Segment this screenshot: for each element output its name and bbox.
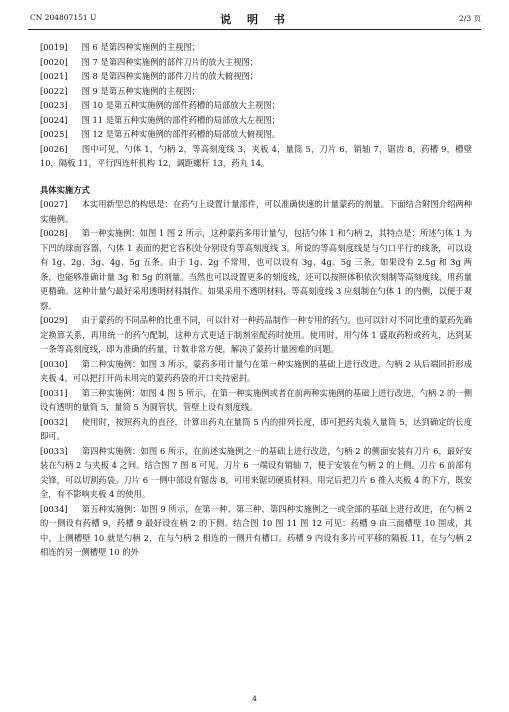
paragraph [40, 69, 472, 84]
paragraph-number: [0020] [40, 56, 68, 67]
section-heading: 具体实施方式 [40, 184, 90, 195]
page-header [30, 13, 481, 27]
paragraph-text: 本实用新型总的构思是：在药勺上设置计量部件，可以准确快速的计量蒙药的剂量。下面结合附图介绍两种实施例。 [40, 199, 472, 224]
paragraph [40, 98, 472, 113]
paragraph [40, 357, 472, 386]
paragraph-text: 第四种实施例：如图 6 所示，在前述实施例之一的基础上进行改进，勺柄 2 的侧面安装有刀片 6，最好安装在勺柄 2 与夹板 4 之间。结合图 7 图 8 可见，刀片 6 一端设有销轴 7，便于安装在勺柄 2 的上侧。刀片 6 前部有尖锋，可以切割药袋。刀片 6 一侧中部设有锯齿 8，可用来锯切硬质材料。用完后把刀片 6 推入夹板 4 的下方，既安全，有不影响夹板 4 的使用。 [40, 445, 472, 499]
paragraph [40, 127, 472, 142]
paragraph-text: 由于蒙药的不同品种的比重不同，可以针对一种药品制作一种专用的药勺。也可以针对不同比重的蒙药先确定换算关系，再用统一的药勺配制，这种方式更适于制剂室配药时使用。使用时，用勺体 1 盛取药粉或药丸，达到某一条等高刻度线，即为准确的药量，计数非常方便，解决了蒙药计量困难的问题。 [40, 315, 472, 354]
paragraph-text: 图中可见，勺体 1，勺柄 2，等高刻度线 3，夹板 4，量筒 5，刀片 6，销轴 7，锯齿 8，药槽 9，槽壁 10，隔板 11，平行四连杆机构 12，调距螺杆 13，药丸 14。 [40, 143, 472, 168]
paragraph-text: 图 7 是第四种实施例的部件刀片的放大主视图； [81, 56, 259, 67]
paragraph-text: 图 12 是第五种实施例的部件药槽的局部放大俯视图。 [81, 129, 280, 139]
paragraph-text: 使用时，按照药丸的直径，计算出药丸在量筒 5 内的排列长度，即可把药丸装入量筒 5，达到确定的长度即可。 [40, 416, 472, 441]
paragraph-text: 第五种实施例：如图 9 所示，在第一种、第三种、第四种实施例之一或全部的基础上进行改进，在勺柄 2 的一侧设有药槽 9，药槽 9 最好设在柄 2 的下侧。结合图 10 图 11 图 12 可见：药槽 9 由三面槽壁 10 围成，其中，上侧槽壁 10 就是勺柄 2，在与勺柄 2 相连的一侧开有槽口。药槽 9 内设有多片可平移的隔板 11，在与勺柄 2 相连的另一侧槽壁 10 的外 [40, 503, 472, 557]
paragraph-number: [0031] [40, 387, 68, 398]
paragraph-text: 第三种实施例：如图 4 图 5 所示，在第一种实施例或者在前两种实施例的基础上进行改进，勺柄 2 的一侧设有透明的量筒 5，量筒 5 为圆管状，管壁上设有刻度线。 [40, 387, 472, 412]
paragraph-text: 图 10 是第五种实施例的部件药槽的局部放大主视图； [81, 100, 280, 110]
paragraph-number: [0034] [40, 503, 68, 514]
figure-list [40, 40, 472, 171]
paragraph [40, 197, 472, 226]
paragraph [40, 142, 472, 171]
paragraph-text: 图 6 是第四种实施例的主视图； [81, 42, 201, 52]
paragraph [40, 386, 472, 415]
paragraph [40, 113, 472, 128]
paragraph-number: [0022] [40, 85, 68, 96]
document-body [40, 40, 472, 560]
header-rule [28, 29, 481, 30]
paragraph-number: [0029] [40, 315, 68, 325]
page-of: 2/3 页 [459, 14, 481, 23]
paragraph [40, 226, 472, 313]
paragraph [40, 313, 472, 357]
embodiment-text [40, 197, 472, 560]
paragraph [40, 55, 472, 70]
paragraph-number: [0033] [40, 445, 68, 456]
paragraph-number: [0028] [40, 228, 68, 238]
paragraph-text: 图 8 是第四种实施例的部件刀片的放大俯视图； [81, 71, 259, 81]
paragraph-text: 第二种实施例：如图 3 所示，蒙药多用计量勺在第一种实施例的基础上进行改进，勺柄 2 从后端回折形成夹板 4，可以把打开尚未用完的蒙药药袋的开口夹持密封。 [40, 358, 472, 383]
paragraph-number: [0019] [40, 42, 68, 52]
paragraph-number: [0021] [40, 71, 68, 81]
paragraph-text: 图 11 是第五种实施例的部件药槽的局部放大左视图； [81, 114, 280, 125]
paragraph-number: [0024] [40, 114, 68, 125]
paragraph-text: 图 9 是第五种实施例的主视图； [81, 85, 201, 96]
paragraph [40, 84, 472, 99]
page-number: 4 [252, 694, 257, 703]
paragraph [40, 502, 472, 560]
paragraph-text: 第一种实施例：如图 1 图 2 所示，这种蒙药多用计量勺，包括勺体 1 和勺柄 2，其特点是：所述勺体 1 为下凹的球面容器，勺体 1 表面的把它容积处分别设有等高刻度线 3。所说的等高刻度线是与勺口平行的线条，可以设有 1g、2g、3g、4g、5g 五条。由于 1g、2g 不常用，也可以设有 3g、4g、5g 三条。如果设有 2.5g 和 3g 两条，也能够准确计量 3g 和 5g 的剂量。当然也可以设置更多的刻度线，还可以按照体积依次刻制等高刻度线，用药量更精确。这种计量勺最好采用透明材料制作。如果采用不透明材料，等高刻度线 3 应刻制在勺体 1 的内侧，以便于观察。 [40, 228, 472, 311]
paragraph-number: [0027] [40, 199, 68, 209]
paragraph-number: [0025] [40, 129, 68, 139]
paragraph-number: [0030] [40, 358, 68, 369]
document-title: 说 明 书 [220, 13, 291, 26]
paragraph [40, 415, 472, 444]
patent-number: CN 204807151 U [30, 13, 97, 22]
paragraph-number: [0026] [40, 143, 68, 154]
paragraph-number: [0023] [40, 100, 68, 110]
paragraph [40, 444, 472, 502]
paragraph-number: [0032] [40, 416, 68, 427]
paragraph [40, 40, 472, 55]
